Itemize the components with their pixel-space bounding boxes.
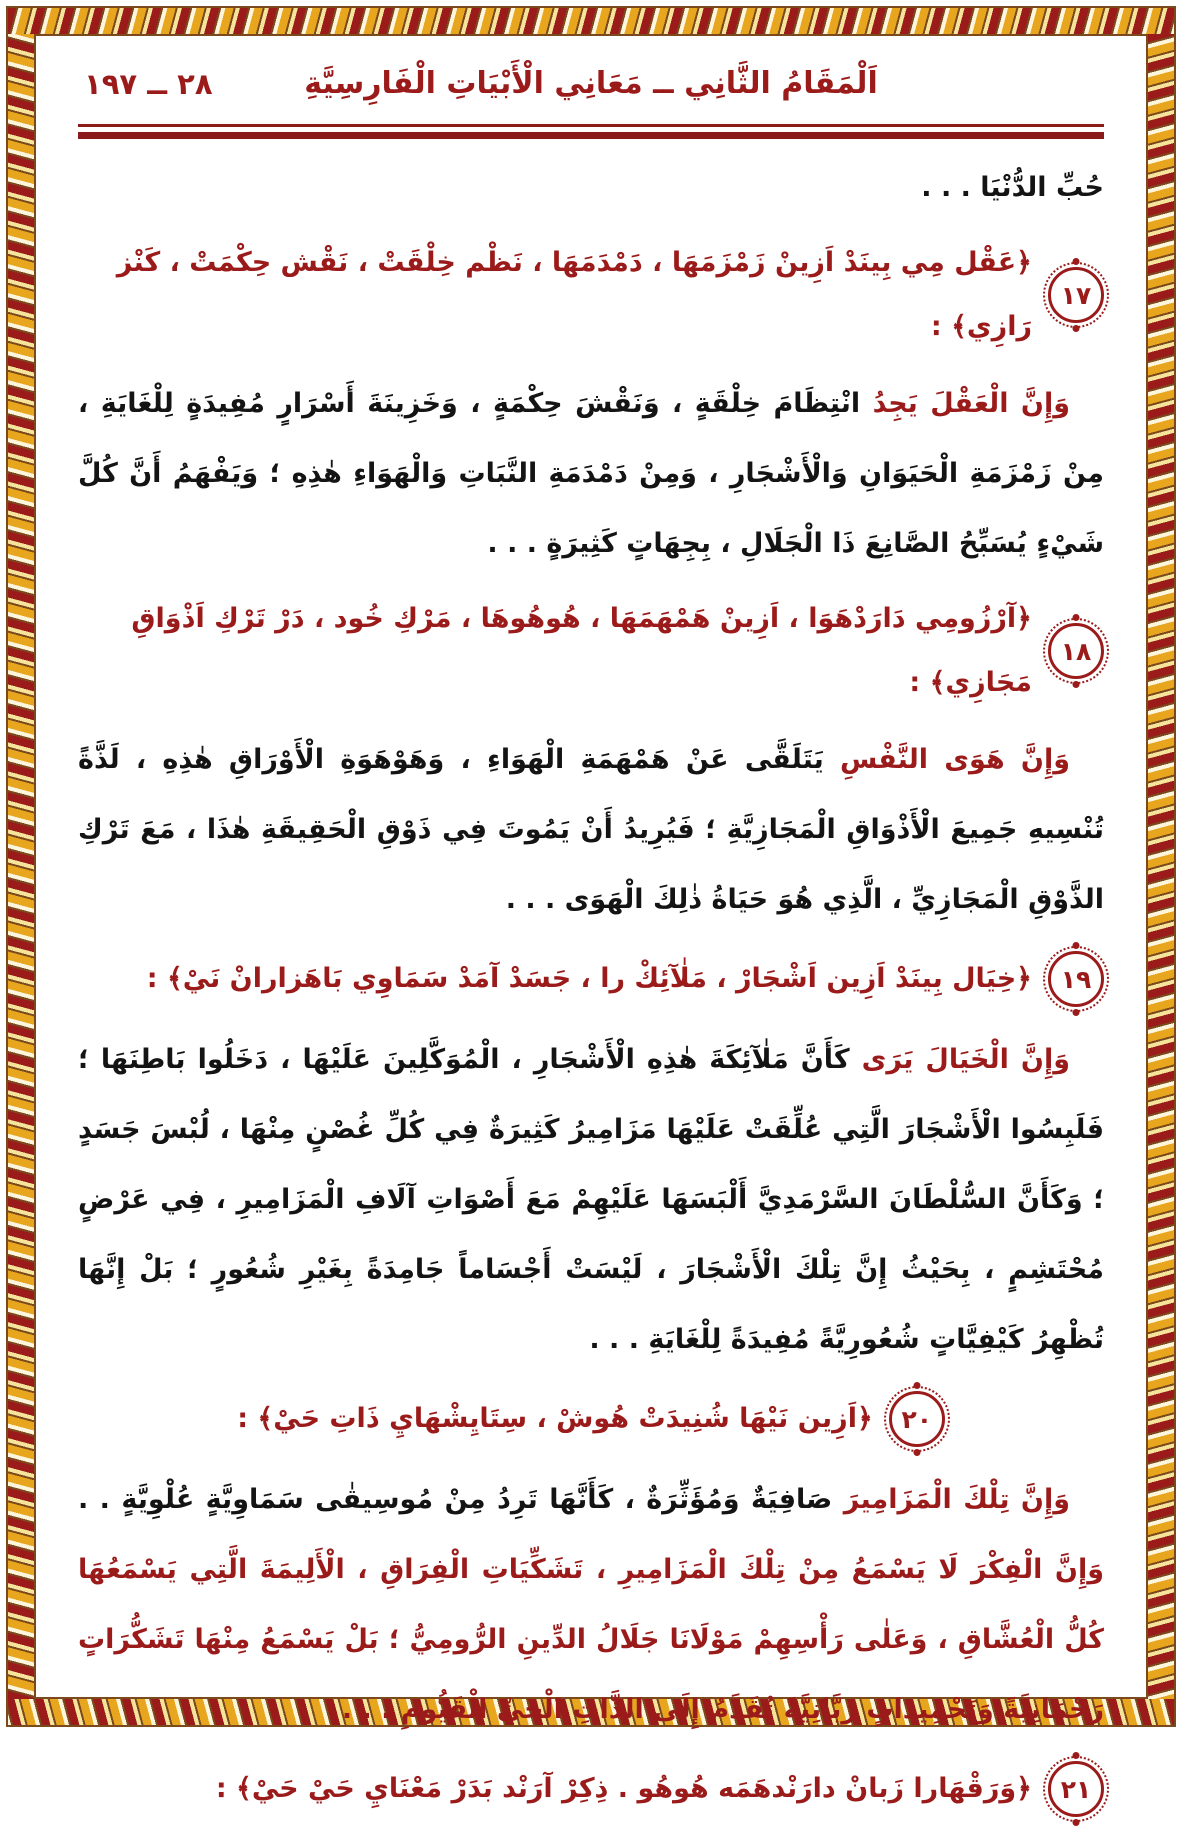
verse-line-18 bbox=[78, 587, 1104, 715]
verse-text-17: ﴿عَقْل مِي بِينَدْ اَزِينْ زَمْزَمَهَا ، دَمْدَمَهَا ، نَظْم خِلْقَتْ ، نَقْش حِكْمَتْ ، كَنْز رَازِي﴾ : bbox=[116, 247, 1032, 342]
commentary-17-lead: وَإِنَّ الْعَقْلَ يَجِدُ bbox=[860, 388, 1070, 419]
verse-number-medallion-20 bbox=[889, 1391, 945, 1447]
verse-number-medallion-19 bbox=[1048, 951, 1104, 1007]
header-divider bbox=[78, 124, 1104, 139]
page-header bbox=[78, 54, 1104, 118]
border-chain-right bbox=[1148, 34, 1174, 1699]
verse-line-21 bbox=[78, 1753, 1104, 1825]
verse-number-20: ٢٠ bbox=[901, 1404, 933, 1434]
verse-text-21: ﴿وَرَقْهَارا زَبانْ دارَنْدهَمَه هُوهُو . ذِكِرْ آرَنْد بَدَرْ مَعْنَايِ حَيْ حَيْ﴾ : bbox=[215, 1773, 1032, 1804]
verse-number-medallion-18 bbox=[1048, 623, 1104, 679]
commentary-20-lead: وَإِنَّ تِلْكَ الْمَزَامِيرَ bbox=[832, 1484, 1071, 1515]
commentary-17 bbox=[78, 369, 1104, 579]
verse-number-18: ١٨ bbox=[1060, 636, 1092, 666]
page-title: اَلْمَقَامُ الثَّانِي ــ مَعَانِي الْأَبْيَاتِ الْفَارِسِيَّةِ bbox=[304, 66, 878, 101]
page-number: ٢٨ ــ ١٩٧ bbox=[84, 67, 213, 101]
commentary-18-body: يَتَلَقَّى عَنْ هَمْهَمَةِ الْهَوَاءِ ، وَهَوْهَوَةِ الْأَوْرَاقِ هٰذِهِ ، لَذَّةً تُنْسِيهِ جَمِيعَ الْأَذْوَاقِ الْمَجَازِيَّةِ ؛ فَيُرِيدُ أَنْ يَمُوتَ فِي ذَوْقِ الْحَقِيقَةِ هٰذَا ، مَعَ تَرْكِ الذَّوْقِ الْمَجَازِيِّ ، الَّذِي هُوَ حَيَاةُ ذٰلِكَ الْهَوَى . . . bbox=[78, 744, 1104, 915]
verse-number-medallion-21 bbox=[1048, 1761, 1104, 1817]
commentary-19-lead: وَإِنَّ الْخَيَالَ يَرَى bbox=[849, 1044, 1070, 1075]
commentary-18-lead: وَإِنَّ هَوَى النَّفْسِ bbox=[823, 744, 1070, 775]
verse-line-20 bbox=[78, 1383, 1104, 1455]
verse-text-20: ﴿اَزِين نَيْهَا شُنِيدَتْ هُوشْ ، سِتَايِشْهَايِ ذَاتِ حَيْ﴾ : bbox=[237, 1403, 873, 1434]
verse-number-medallion-17 bbox=[1048, 267, 1104, 323]
verse-text-18: ﴿آرْزُومِي دَارَدْهَوَا ، اَزِينْ هَمْهَمَهَا ، هُوهُوهَا ، مَرْكِ خُود ، دَرْ تَرْكِ اَذْوَاقِ مَجَازِي﴾ : bbox=[131, 603, 1032, 698]
page-body bbox=[78, 153, 1104, 1825]
commentary-18 bbox=[78, 725, 1104, 935]
commentary-20-body: صَافِيَةٌ وَمُؤَثِّرَةٌ ، كَأَنَّهَا تَرِدُ مِنْ مُوسِيقٰى سَمَاوِيَّةٍ عُلْوِيَّةٍ . . bbox=[78, 1484, 833, 1515]
commentary-20-tail: وَإِنَّ الْفِكْرَ لَا يَسْمَعُ مِنْ تِلْكَ الْمَزَامِيرِ ، تَشَكِّيَاتِ الْفِرَاقِ ، الْأَلِيمَةَ الَّتِي يَسْمَعُهَا كُلُّ الْعُشَّاقِ ، وَعَلٰى رَأْسِهِمْ مَوْلَانَا جَلَالُ الدِّينِ الرُّومِيُّ ؛ بَلْ يَسْمَعُ مِنْهَا تَشَكُّرَاتٍ رَحْمَانِيَّةً وَتَحْمِيدَاتٍ رَبَّانِيَّةً تُقَدَّمُ إِلَى الذَّاتِ الْحَيِّ الْقَيُّومِ . . . bbox=[78, 1554, 1104, 1725]
page-content bbox=[40, 40, 1142, 1804]
verse-number-21: ٢١ bbox=[1060, 1774, 1092, 1804]
commentary-19 bbox=[78, 1025, 1104, 1375]
verse-line-19 bbox=[78, 943, 1104, 1015]
border-chain-left bbox=[8, 34, 34, 1699]
commentary-19-body: كَأَنَّ مَلٰآئِكَةَ هٰذِهِ الْأَشْجَارِ ، الْمُوَكَّلِينَ عَلَيْهَا ، دَخَلُوا بَاطِنَهَا ؛ فَلَبِسُوا الْأَشْجَارَ الَّتِي عُلِّقَتْ عَلَيْهَا مَزَامِيرُ كَثِيرَةٌ فِي كُلِّ غُصْنٍ مِنْهَا ، لُبْسَ جَسَدٍ ؛ وَكَأَنَّ السُّلْطَانَ السَّرْمَدِيَّ أَلْبَسَهَا عَلَيْهِمْ مَعَ أَصْوَاتِ آلَافِ الْمَزَامِيرِ ، فِي عَرْضٍ مُحْتَشِمٍ ، بِحَيْثُ إِنَّ تِلْكَ الْأَشْجَارَ ، لَيْسَتْ أَجْسَاماً جَامِدَةً بِغَيْرِ شُعُورٍ ؛ بَلْ إِنَّهَا تُظْهِرُ كَيْفِيَّاتٍ شُعُورِيَّةً مُفِيدَةً لِلْغَايَةِ . . . bbox=[78, 1044, 1104, 1355]
border-chain-top bbox=[8, 8, 1174, 34]
commentary-17-body: انْتِظَامَ خِلْقَةٍ ، وَنَقْشَ حِكْمَةٍ ، وَخَزِينَةَ أَسْرَارٍ مُفِيدَةٍ لِلْغَايَةِ ، مِنْ زَمْزَمَةِ الْحَيَوَانِ وَالْأَشْجَارِ ، وَمِنْ دَمْدَمَةِ النَّبَاتِ وَالْهَوَاءِ هٰذِهِ ؛ وَيَفْهَمُ أَنَّ كُلَّ شَيْءٍ يُسَبِّحُ الصَّانِعَ ذَا الْجَلَالِ ، بِجِهَاتٍ كَثِيرَةٍ . . . bbox=[78, 388, 1104, 559]
verse-number-19: ١٩ bbox=[1060, 964, 1092, 994]
opening-line: حُبِّ الدُّنْيَا . . . bbox=[921, 172, 1104, 203]
commentary-20 bbox=[78, 1465, 1104, 1745]
verse-line-17 bbox=[78, 231, 1104, 359]
verse-number-17: ١٧ bbox=[1060, 280, 1092, 310]
verse-text-19: ﴿خِيَال بِينَدْ اَزِين اَشْجَارْ ، مَلٰآئِكْ را ، جَسَدْ آمَدْ سَمَاوِي بَاهَزارانْ نَيْ﴾ : bbox=[146, 963, 1032, 994]
